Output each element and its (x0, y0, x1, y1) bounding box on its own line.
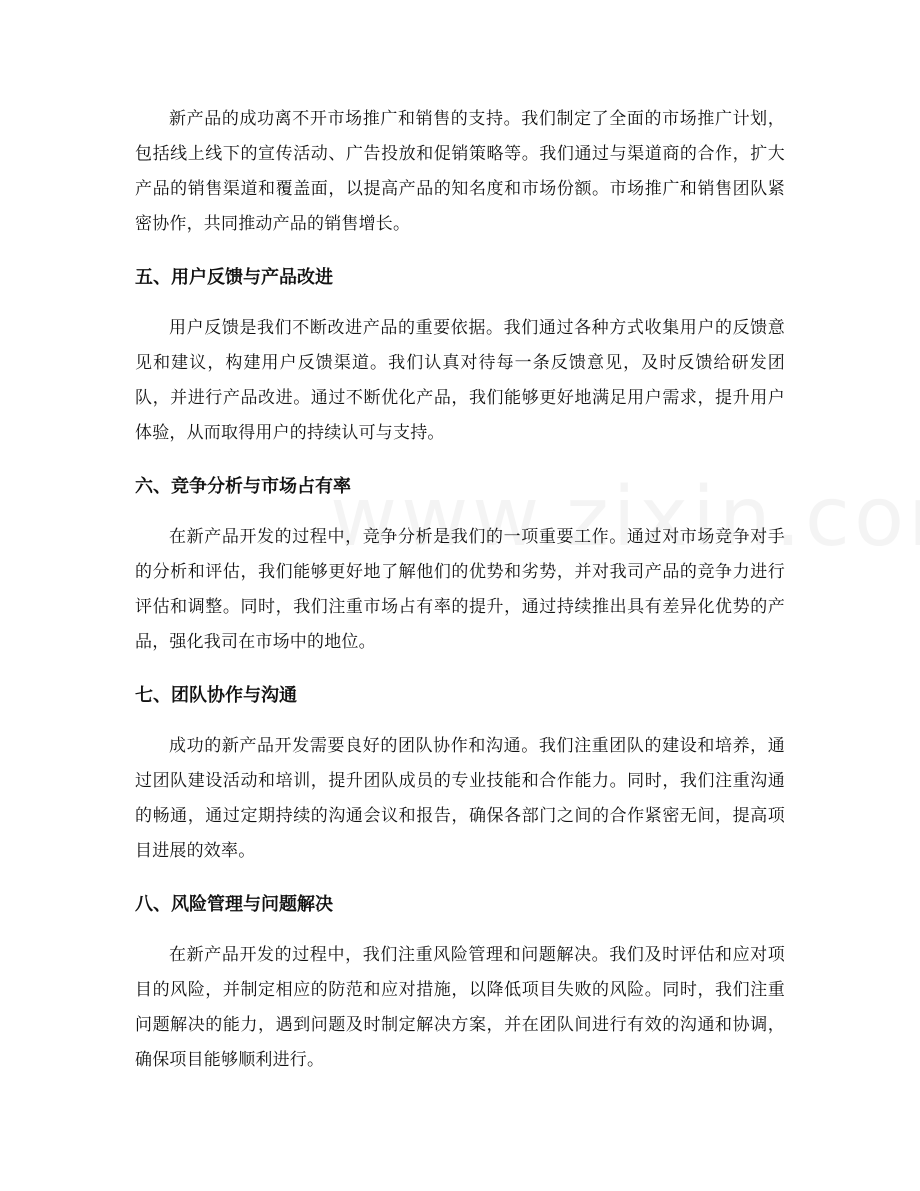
section-heading-risk-management: 八、风险管理与问题解决 (135, 894, 333, 915)
paragraph-competition: 在新产品开发的过程中，竞争分析是我们的一项重要工作。通过对市场竞争对手的分析和评估，我们能够更好地了解他们的优势和劣势，并对我司产品的竞争力进行评估和调整。同时，我们注重市场占有率的提升，通过持续推出具有差异化优势的产品，强化我司在市场中的地位。 (135, 527, 785, 652)
paragraph-teamwork: 成功的新产品开发需要良好的团队协作和沟通。我们注重团队的建设和培养，通过团队建设活动和培训，提升团队成员的专业技能和合作能力。同时，我们注重沟通的畅通，通过定期持续的沟通会议和报告，确保各部门之间的合作紧密无间，提高项目进展的效率。 (135, 736, 785, 861)
paragraph-marketing: 新产品的成功离不开市场推广和销售的支持。我们制定了全面的市场推广计划，包括线上线下的宣传活动、广告投放和促销策略等。我们通过与渠道商的合作，扩大产品的销售渠道和覆盖面，以提高产品的知名度和市场份额。市场推广和销售团队紧密协作，共同推动产品的销售增长。 (135, 109, 785, 234)
section-heading-competition: 六、竞争分析与市场占有率 (135, 476, 351, 497)
section-heading-teamwork: 七、团队协作与沟通 (135, 685, 297, 706)
document-body (135, 102, 785, 1078)
paragraph-user-feedback: 用户反馈是我们不断改进产品的重要依据。我们通过各种方式收集用户的反馈意见和建议，构建用户反馈渠道。我们认真对待每一条反馈意见，及时反馈给研发团队，并进行产品改进。通过不断优化产品，我们能够更好地满足用户需求，提升用户体验，从而取得用户的持续认可与支持。 (135, 318, 785, 443)
paragraph-risk-management: 在新产品开发的过程中，我们注重风险管理和问题解决。我们及时评估和应对项目的风险，并制定相应的防范和应对措施，以降低项目失败的风险。同时，我们注重问题解决的能力，遇到问题及时制定解决方案，并在团队间进行有效的沟通和协调，确保项目能够顺利进行。 (135, 945, 785, 1070)
section-heading-user-feedback: 五、用户反馈与产品改进 (135, 267, 333, 288)
